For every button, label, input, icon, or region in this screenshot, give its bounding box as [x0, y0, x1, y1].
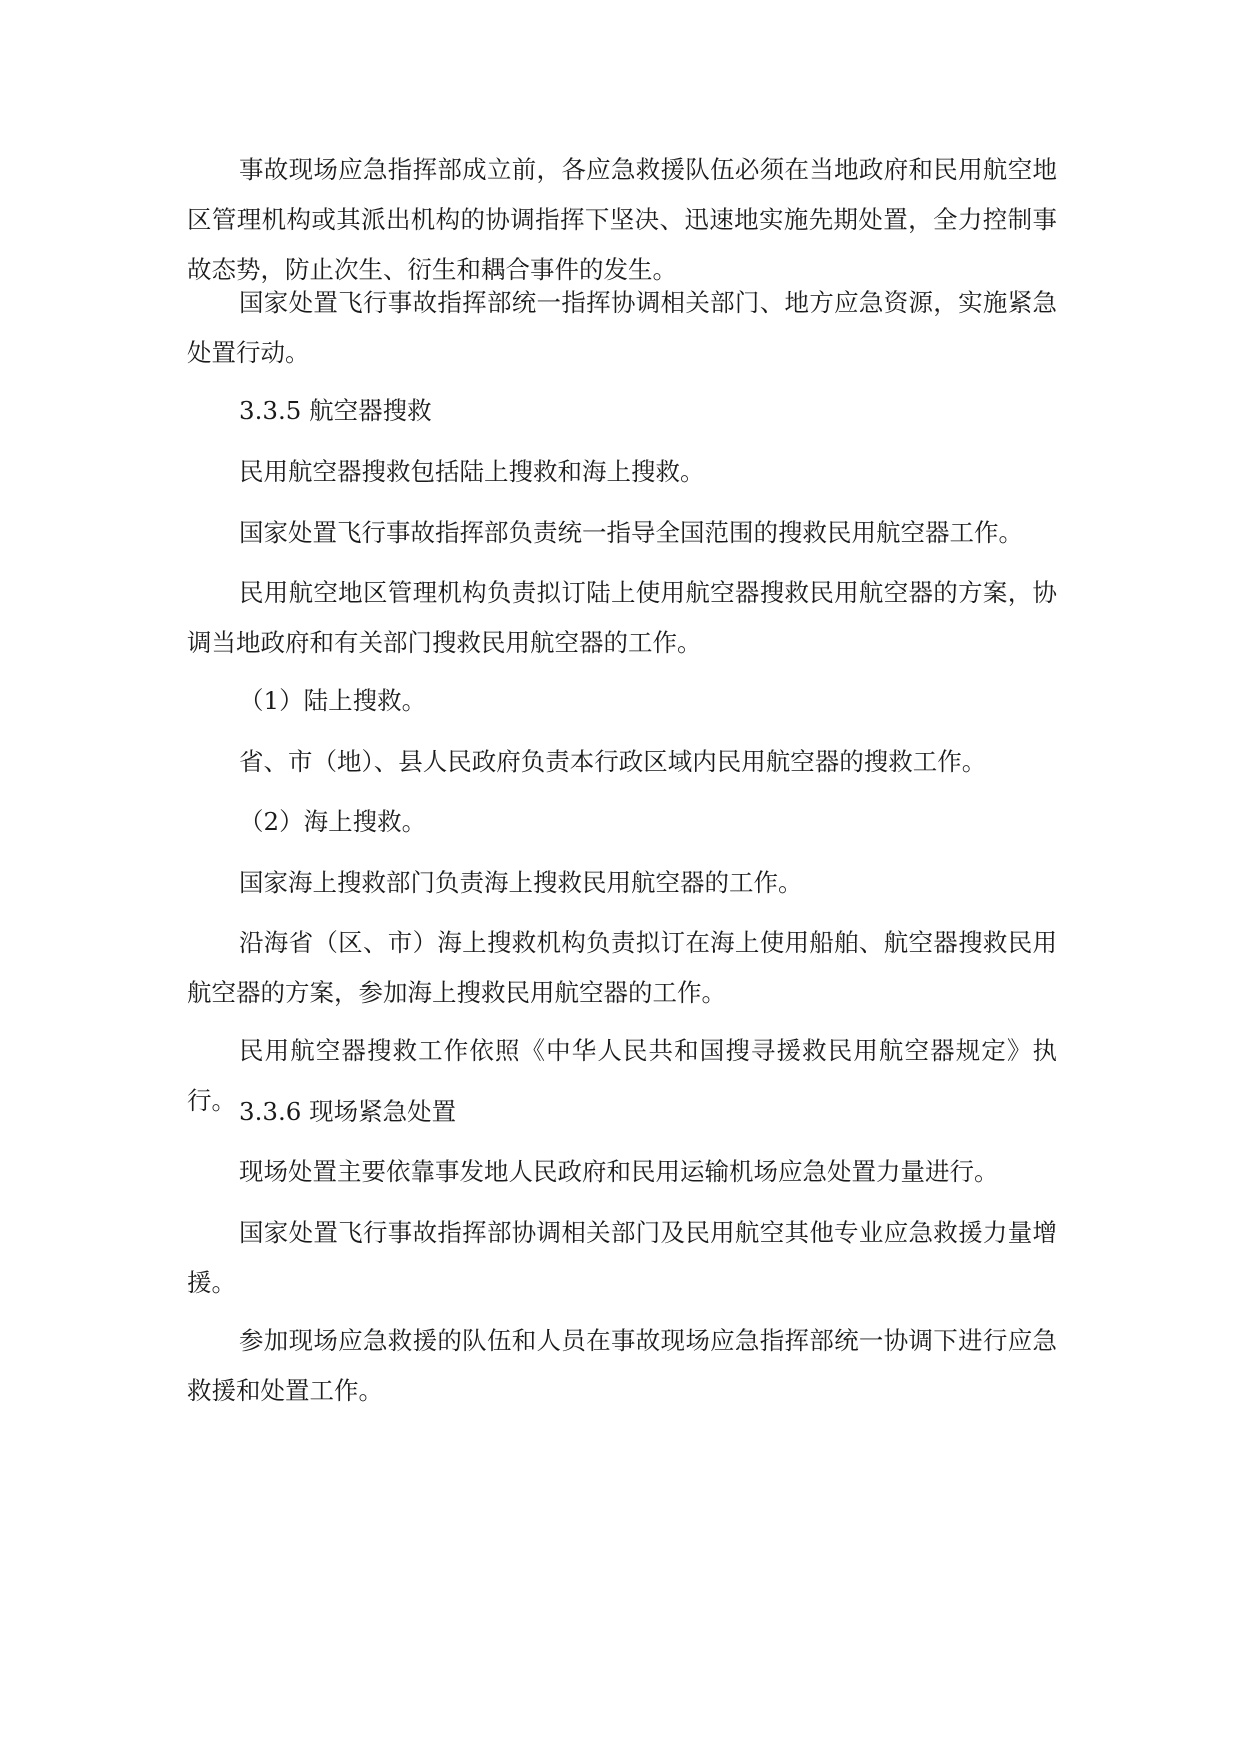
- paragraph-rescue-coordination: 参加现场应急救援的队伍和人员在事故现场应急指挥部统一协调下进行应急救援和处置工作。: [187, 1326, 1057, 1405]
- paragraph-search-regulation: 民用航空器搜救工作依照《中华人民共和国搜寻援救民用航空器规定》执行。: [187, 1036, 1057, 1115]
- paragraph-sea-search-national: 国家海上搜救部门负责海上搜救民用航空器的工作。: [239, 868, 803, 897]
- paragraph-national-search-guidance: 国家处置飞行事故指挥部负责统一指导全国范围的搜救民用航空器工作。: [239, 518, 1023, 547]
- paragraph-regional-search-plan: 民用航空地区管理机构负责拟订陆上使用航空器搜救民用航空器的方案，协调当地政府和有关部门搜救民用航空器的工作。: [187, 578, 1057, 657]
- paragraph-reinforcement: 国家处置飞行事故指挥部协调相关部门及民用航空其他专业应急救援力量增援。: [187, 1218, 1057, 1297]
- paragraph-land-search-duty: 省、市（地）、县人民政府负责本行政区域内民用航空器的搜救工作。: [239, 747, 987, 776]
- subheading-land-search: （1）陆上搜救。: [239, 686, 427, 715]
- paragraph-coastal-search: 沿海省（区、市）海上搜救机构负责拟订在海上使用船舶、航空器搜救民用航空器的方案，参加海上搜救民用航空器的工作。: [187, 928, 1057, 1007]
- paragraph-national-command: 国家处置飞行事故指挥部统一指挥协调相关部门、地方应急资源，实施紧急处置行动。: [187, 288, 1057, 367]
- section-heading-3-3-5: 3.3.5 航空器搜救: [239, 396, 432, 425]
- subheading-sea-search: （2）海上搜救。: [239, 807, 427, 836]
- paragraph-prior-disposal: 事故现场应急指挥部成立前，各应急救援队伍必须在当地政府和民用航空地区管理机构或其派出机构的协调指挥下坚决、迅速地实施先期处置，全力控制事故态势，防止次生、衍生和耦合事件的发生。: [187, 155, 1057, 284]
- paragraph-search-scope: 民用航空器搜救包括陆上搜救和海上搜救。: [239, 457, 705, 486]
- section-heading-3-3-6: 3.3.6 现场紧急处置: [239, 1097, 457, 1126]
- paragraph-onsite-forces: 现场处置主要依靠事发地人民政府和民用运输机场应急处置力量进行。: [239, 1157, 999, 1186]
